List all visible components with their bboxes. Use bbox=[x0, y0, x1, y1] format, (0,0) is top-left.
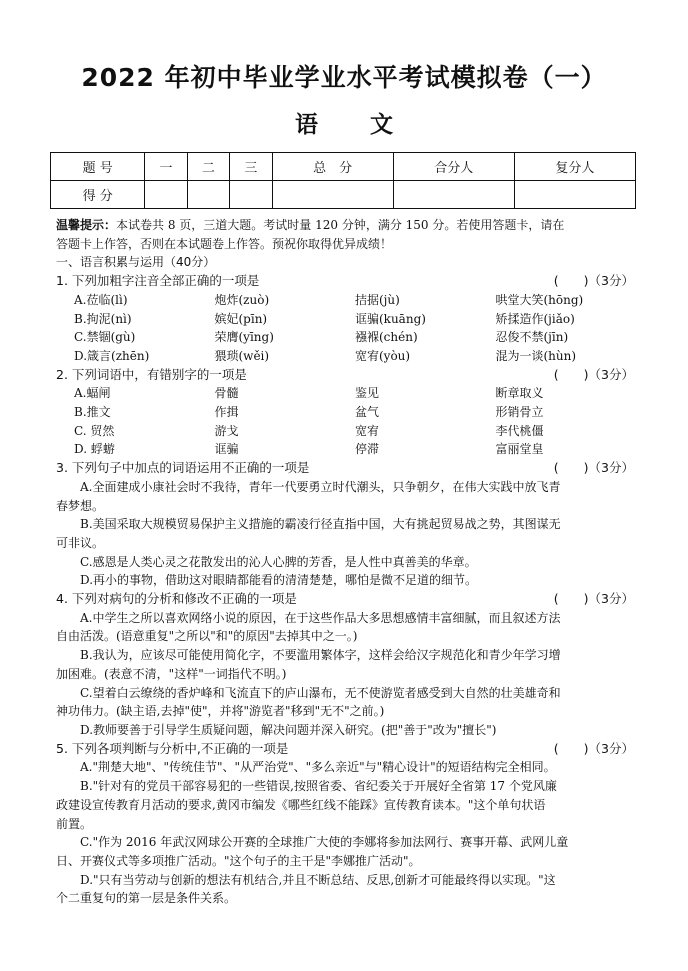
notice bbox=[56, 216, 636, 235]
option-item: 荣膺(yīng) bbox=[214, 330, 274, 345]
option-paragraph[interactable] bbox=[56, 871, 636, 890]
score-input-cell[interactable] bbox=[272, 181, 393, 209]
option-item: 诓骗(kuāng) bbox=[355, 311, 426, 326]
option-item: 游戈 bbox=[214, 423, 239, 438]
question-text: 3. 下列句子中加点的词语运用不正确的一项是 bbox=[56, 460, 310, 476]
score-table-cell: 二 bbox=[187, 153, 229, 181]
score-input-cell[interactable] bbox=[187, 181, 229, 209]
option-paragraph[interactable] bbox=[56, 571, 636, 590]
question-stem bbox=[56, 272, 636, 291]
option-item[interactable]: C.禁锢(gù) bbox=[74, 330, 136, 345]
subject-title bbox=[0, 106, 688, 139]
option-item: 富丽堂皇 bbox=[495, 442, 544, 457]
option-text: 个二重复句的第一层是条件关系。 bbox=[56, 891, 237, 906]
question-text: 5. 下列各项判断与分析中,不正确的一项是 bbox=[56, 740, 289, 756]
option-text: B."针对有的党员干部容易犯的一些错误,按照省委、省纪委关于开展好全省第 17 个党风廉 bbox=[80, 779, 557, 794]
score-input-cell[interactable] bbox=[393, 181, 514, 209]
option-row bbox=[56, 384, 636, 403]
option-paragraph[interactable] bbox=[56, 684, 636, 703]
option-row bbox=[56, 328, 636, 347]
score-table-cell: 一 bbox=[145, 153, 187, 181]
option-text: D."只有当劳动与创新的想法有机结合,并且不断总结、反思,创新才可能最终得以实现。"这 bbox=[80, 872, 556, 887]
option-item[interactable]: C. 贸然 bbox=[74, 423, 115, 438]
option-text: C."作为 2016 年武汉网球公开赛的全球推广大使的李娜将参加法网行、赛事开幕、武网儿童 bbox=[80, 835, 569, 850]
option-text: 自由活泼。(语意重复"之所以"和"的原因"去掉其中之一。) bbox=[56, 629, 358, 644]
option-paragraph[interactable] bbox=[56, 515, 636, 534]
option-row bbox=[56, 440, 636, 459]
option-item: 哄堂大笑(hōng) bbox=[495, 292, 584, 307]
option-item: 形销骨立 bbox=[495, 405, 544, 420]
score-table bbox=[50, 152, 636, 209]
option-item: 混为一谈(hùn) bbox=[495, 348, 577, 363]
option-item[interactable]: A.莅临(lì) bbox=[74, 292, 128, 307]
option-paragraph[interactable] bbox=[56, 478, 636, 497]
option-text: D.再小的事物，借助这对眼睛都能看的清清楚楚，哪怕是微不足道的细节。 bbox=[80, 573, 478, 588]
option-row bbox=[56, 310, 636, 329]
option-row bbox=[56, 403, 636, 422]
option-item[interactable]: D. 蜉蝣 bbox=[74, 442, 115, 457]
question-stem bbox=[56, 740, 636, 759]
option-item: 拮据(jù) bbox=[355, 292, 400, 307]
question-stem bbox=[56, 366, 636, 385]
option-item: 襁褓(chén) bbox=[355, 330, 418, 345]
option-item[interactable]: D.箴言(zhēn) bbox=[74, 348, 150, 363]
option-row bbox=[56, 347, 636, 366]
score-table-score-row bbox=[51, 181, 636, 209]
option-item: 宽宥 bbox=[355, 423, 380, 438]
option-paragraph[interactable] bbox=[56, 721, 636, 740]
option-item: 宽宥(yòu) bbox=[355, 348, 411, 363]
option-item: 猥琐(wěi) bbox=[214, 348, 270, 363]
option-item: 停滞 bbox=[355, 442, 380, 457]
notice-text: 本试卷共 8 页，三道大题。考试时量 120 分钟，满分 150 分。若使用答题卡，请在 bbox=[116, 218, 565, 232]
option-item: 作揖 bbox=[214, 405, 239, 420]
option-row bbox=[56, 422, 636, 441]
option-item: 骨髓 bbox=[214, 386, 239, 401]
option-item: 矫揉造作(jiǎo) bbox=[495, 311, 575, 326]
option-paragraph[interactable] bbox=[56, 609, 636, 628]
section-heading: 一、语言积累与运用（40分） bbox=[56, 255, 216, 270]
score-table-cell: 三 bbox=[230, 153, 272, 181]
option-text: 日、开赛仪式等多项推广活动。"这个句子的主干是"李娜推广活动"。 bbox=[56, 853, 421, 868]
notice-label: 温馨提示： bbox=[56, 218, 117, 232]
option-paragraph[interactable] bbox=[56, 777, 636, 796]
option-item: 鉴见 bbox=[355, 386, 380, 401]
notice-text: 答题卡上作答，否则在本试题卷上作答。预祝你取得优异成绩！ bbox=[56, 236, 393, 251]
exam-content bbox=[56, 216, 636, 908]
option-row bbox=[56, 291, 636, 310]
question-stem bbox=[56, 590, 636, 609]
option-item: 忍俊不禁(jīn) bbox=[495, 330, 569, 345]
exam-title: 2022 年初中毕业学业水平考试模拟卷（一） bbox=[81, 63, 607, 92]
option-item: 盆气 bbox=[355, 405, 380, 420]
score-table-header-row bbox=[51, 153, 636, 181]
option-item[interactable]: B.推文 bbox=[74, 405, 111, 420]
score-table-cell: 复分人 bbox=[514, 153, 635, 181]
option-text: A."荆楚大地"、"传统佳节"、"从严治党"、"多么亲近"与"精心设计"的短语结构完全相同。 bbox=[80, 760, 556, 775]
option-item: 炮炸(zuò) bbox=[214, 292, 270, 307]
answer-blank[interactable]: ( )（3分） bbox=[553, 591, 634, 607]
answer-blank[interactable]: ( )（3分） bbox=[553, 273, 634, 289]
option-item: 诓骗 bbox=[214, 442, 239, 457]
option-text: 政建设宣传教育月活动的要求,黄冈市编发《哪些红线不能踩》宣传教育读本。"这个单句状语 bbox=[56, 797, 546, 812]
option-text: A.中学生之所以喜欢网络小说的原因，在于这些作品大多思想感情丰富细腻，而且叙述方法 bbox=[80, 610, 561, 625]
option-paragraph[interactable] bbox=[56, 553, 636, 572]
score-table-cell: 合分人 bbox=[393, 153, 514, 181]
answer-blank[interactable]: ( )（3分） bbox=[553, 460, 634, 476]
option-text: 前置。 bbox=[56, 816, 93, 831]
answer-blank[interactable]: ( )（3分） bbox=[553, 740, 634, 756]
option-text: B.美国采取大规模贸易保护主义措施的霸凌行径直指中国，大有挑起贸易战之势，其图谋无 bbox=[80, 517, 561, 532]
question-text: 1. 下列加粗字注音全部正确的一项是 bbox=[56, 273, 260, 289]
option-item: 断章取义 bbox=[495, 386, 544, 401]
score-input-cell[interactable] bbox=[230, 181, 272, 209]
subject-char: 文 bbox=[370, 112, 393, 138]
question-stem bbox=[56, 459, 636, 478]
option-item[interactable]: B.拘泥(nì) bbox=[74, 311, 132, 326]
option-paragraph[interactable] bbox=[56, 646, 636, 665]
option-text: 加困难。(表意不清，"这样"一词指代不明。) bbox=[56, 666, 287, 681]
option-text: C.感恩是人类心灵之花散发出的沁人心脾的芳香，是人性中真善美的华章。 bbox=[80, 554, 477, 569]
option-item: 李代桃僵 bbox=[495, 423, 544, 438]
option-paragraph[interactable] bbox=[56, 758, 636, 777]
option-text: 神功伟力。(缺主语,去掉"使"，并将"游览者"移到"无不"之前。) bbox=[56, 704, 385, 719]
option-item: 嫔妃(pīn) bbox=[214, 311, 268, 326]
question-text: 4. 下列对病句的分析和修改不正确的一项是 bbox=[56, 591, 297, 607]
answer-blank[interactable]: ( )（3分） bbox=[553, 366, 634, 382]
score-input-cell[interactable] bbox=[145, 181, 187, 209]
score-input-cell[interactable] bbox=[514, 181, 635, 209]
option-text: 可非议。 bbox=[56, 535, 105, 550]
option-text: A.全面建成小康社会时不我待，青年一代要勇立时代潮头，只争朝夕，在伟大实践中放飞青 bbox=[80, 479, 561, 494]
score-table-cell: 题 号 bbox=[51, 153, 145, 181]
score-table-cell: 总 分 bbox=[272, 153, 393, 181]
option-text: C.望着白云缭绕的香炉峰和飞流直下的庐山瀑布，无不使游览者感受到大自然的壮美雄奇和 bbox=[80, 685, 561, 700]
score-table-cell: 得 分 bbox=[51, 181, 145, 209]
option-text: 春梦想。 bbox=[56, 498, 105, 513]
subject-char: 语 bbox=[295, 112, 318, 138]
option-paragraph[interactable] bbox=[56, 833, 636, 852]
option-text: D.教师要善于引导学生质疑问题，解决问题并深入研究。(把"善于"改为"擅长") bbox=[80, 722, 497, 737]
option-item[interactable]: A.蝠闸 bbox=[74, 386, 111, 401]
question-text: 2. 下列词语中，有错别字的一项是 bbox=[56, 366, 247, 382]
option-text: B.我认为，应该尽可能使用简化字，不要滥用繁体字，这样会给汉字规范化和青少年学习增 bbox=[80, 648, 561, 663]
